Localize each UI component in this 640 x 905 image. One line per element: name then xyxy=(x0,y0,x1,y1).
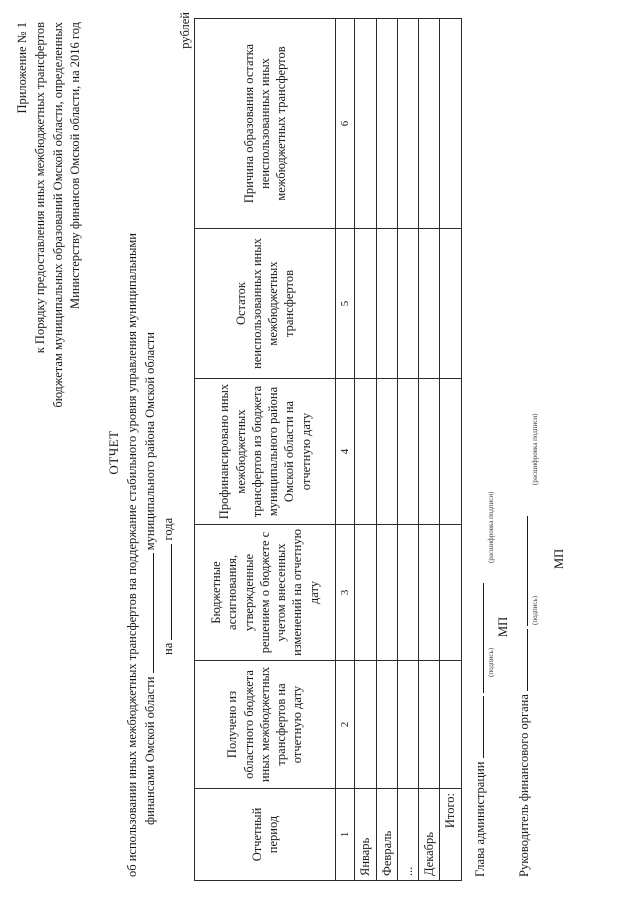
table-cell xyxy=(376,19,397,229)
column-number: 6 xyxy=(336,19,355,229)
report-title: ОТЧЕТ xyxy=(106,430,121,475)
table-cell xyxy=(419,379,440,525)
table-cell xyxy=(397,379,418,525)
header-received: Получено из областного бюджета иных межбюджетных трансфертов на отчетную дату xyxy=(195,661,336,789)
table-cell xyxy=(440,525,461,661)
table-cell xyxy=(419,661,440,789)
table-cell xyxy=(419,229,440,379)
column-number: 1 xyxy=(336,789,355,881)
column-number: 3 xyxy=(336,525,355,661)
signature-caption: (подпись) xyxy=(487,647,495,677)
period-cell: Январь xyxy=(355,789,376,881)
header-financed: Профинансировано иных межбюджетных трансфертов из бюджета муниципального района Омской области на отчетную дату xyxy=(195,379,336,525)
table-cell xyxy=(440,661,461,789)
subtitle-on-label: на xyxy=(160,642,175,655)
period-cell: ... xyxy=(397,789,418,881)
finance-label: Руководитель финансового органа xyxy=(517,694,531,877)
column-number-row xyxy=(336,19,355,881)
signature-caption: (подпись) xyxy=(531,595,539,625)
table-row xyxy=(355,19,376,881)
period-cell: Февраль xyxy=(376,789,397,881)
appendix-line-3: бюджетам муниципальных образований Омской области, определенных xyxy=(50,22,65,408)
appendix-line-1: Приложение № 1 xyxy=(15,22,29,114)
table-cell xyxy=(397,229,418,379)
table-cell xyxy=(355,525,376,661)
subtitle-line-2-start: финансами Омской области xyxy=(142,676,157,825)
report-table xyxy=(194,18,462,881)
column-number: 2 xyxy=(336,661,355,789)
decode-caption: (расшифровка подписи) xyxy=(531,413,539,485)
table-cell xyxy=(419,525,440,661)
decode-caption: (расшифровка подписи) xyxy=(487,491,495,563)
table-cell xyxy=(440,379,461,525)
header-reason: Причина образования остатка неиспользованных иных межбюджетных трансфертов xyxy=(195,19,336,229)
table-cell xyxy=(440,19,461,229)
appendix-line-4: Министерству финансов Омской области, на 2016 год xyxy=(68,22,83,309)
table-cell xyxy=(355,229,376,379)
table-cell xyxy=(419,19,440,229)
total-row xyxy=(440,19,461,881)
head-label: Глава администрации xyxy=(473,761,487,877)
table-row xyxy=(376,19,397,881)
table-row xyxy=(397,19,418,881)
appendix-header xyxy=(14,22,85,542)
header-row xyxy=(195,19,336,881)
head-signature-line xyxy=(472,583,488,877)
finance-signature-line xyxy=(516,516,532,877)
finance-decode-blank xyxy=(516,516,528,626)
head-signature-blank xyxy=(472,696,484,758)
date-blank xyxy=(160,544,172,640)
stamp-label: МП xyxy=(552,548,566,569)
table-cell xyxy=(397,525,418,661)
appendix-line-2: к Порядку предоставления иных межбюджетных трансфертов xyxy=(32,22,47,354)
total-label: Итого: xyxy=(440,789,461,881)
table-cell xyxy=(440,229,461,379)
subtitle-line-1: об использовании иных межбюджетных трансфертов на поддержание стабильного уровня управления муниципальными xyxy=(125,233,139,877)
subtitle-line-2 xyxy=(142,60,160,877)
table-cell xyxy=(376,661,397,789)
header-allocations: Бюджетные ассигнования, утвержденные решением о бюджете с учетом внесенных изменений на отчетную дату xyxy=(195,525,336,661)
period-cell: Декабрь xyxy=(419,789,440,881)
municipality-blank xyxy=(142,553,154,673)
column-number: 4 xyxy=(336,379,355,525)
table-cell xyxy=(397,19,418,229)
header-remainder: Остаток неиспользованных иных межбюджетных трансфертов xyxy=(195,229,336,379)
currency-unit: рублей xyxy=(178,12,192,49)
table-cell xyxy=(376,525,397,661)
head-decode-blank xyxy=(472,583,484,693)
subtitle-line-2-end: муниципального района Омской области xyxy=(142,332,157,551)
stamp-label: МП xyxy=(496,616,510,637)
table-cell xyxy=(397,661,418,789)
header-period: Отчетный период xyxy=(195,789,336,881)
finance-signature-blank xyxy=(516,629,528,691)
table-cell xyxy=(376,379,397,525)
table-cell xyxy=(355,19,376,229)
column-number: 5 xyxy=(336,229,355,379)
table-row xyxy=(419,19,440,881)
report-subtitle xyxy=(124,60,177,877)
table-cell xyxy=(376,229,397,379)
subtitle-line-3 xyxy=(160,60,178,877)
subtitle-year-label: года xyxy=(160,517,175,541)
table-cell xyxy=(355,661,376,789)
table-cell xyxy=(355,379,376,525)
